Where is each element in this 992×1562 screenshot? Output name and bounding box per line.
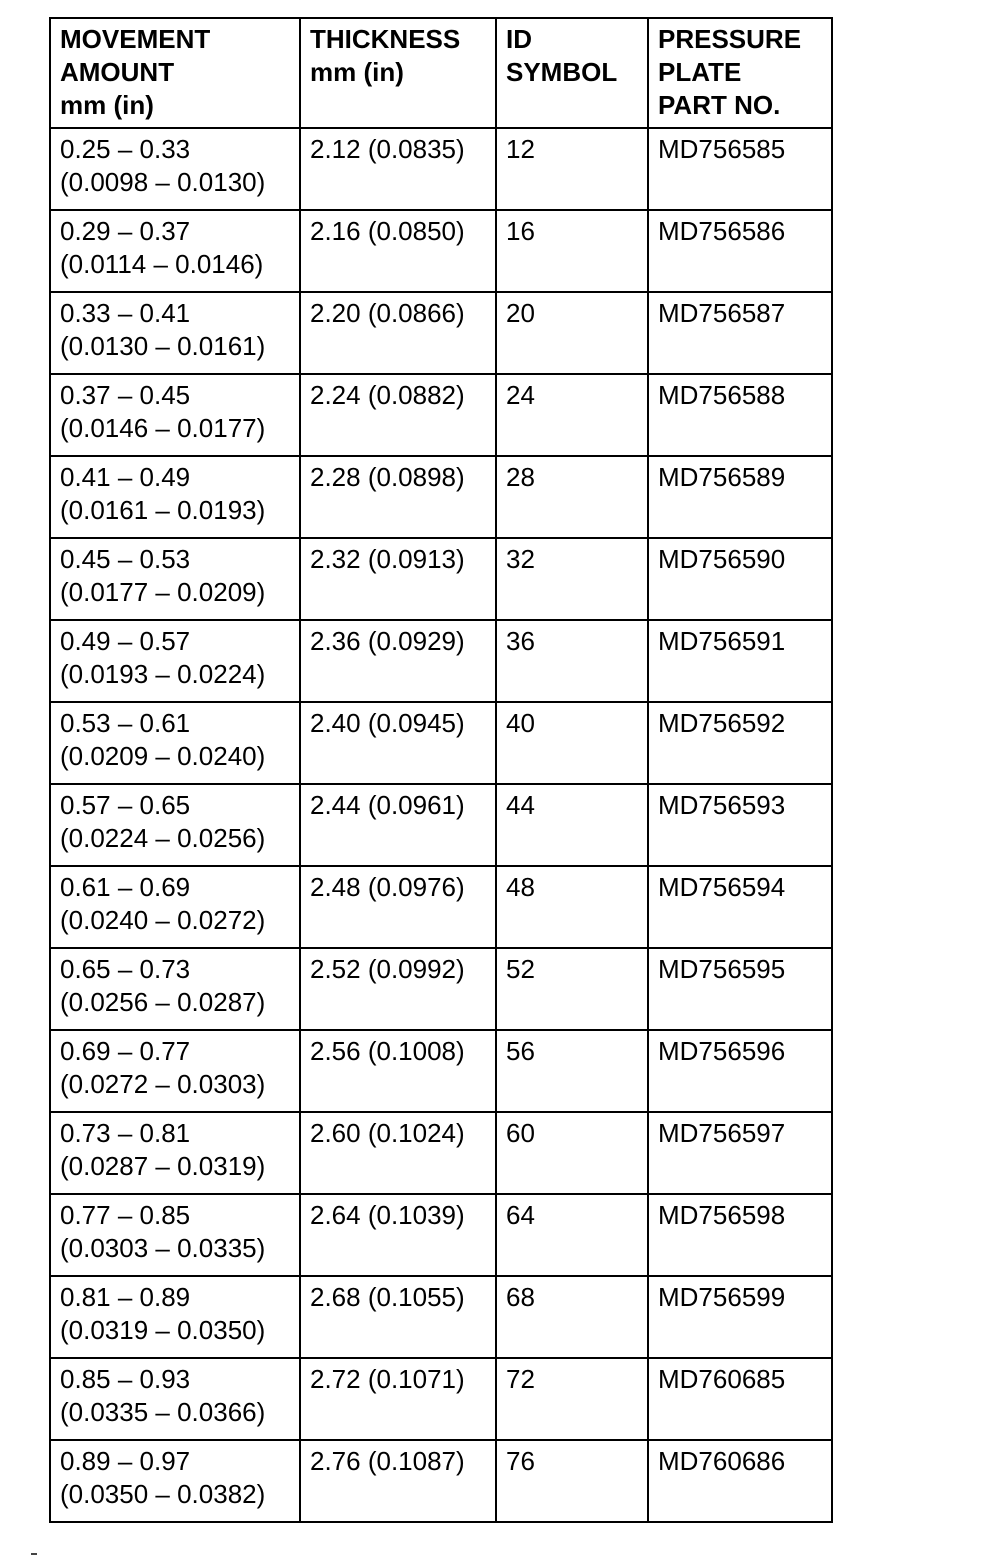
thickness-cell: [300, 374, 496, 456]
movement-amount-cell-text: (0.0256 – 0.0287): [60, 987, 266, 1017]
movement-amount-cell-text: 0.45 – 0.53: [60, 544, 191, 574]
part-number-cell: [648, 1194, 832, 1276]
thickness-cell-text: 2.36 (0.0929): [310, 626, 465, 656]
id-symbol-cell-text: 56: [506, 1036, 535, 1066]
part-number-cell-text: MD756591: [658, 626, 786, 656]
id-symbol-cell: [496, 128, 648, 210]
movement-amount-cell-text: 0.69 – 0.77: [60, 1036, 191, 1066]
movement-amount-cell-text: (0.0303 – 0.0335): [60, 1233, 266, 1263]
part-number-cell-text: MD760685: [658, 1364, 786, 1394]
part-number-cell-text: MD760686: [658, 1446, 786, 1476]
movement-amount-cell: [50, 456, 300, 538]
part-number-cell-text: MD756587: [658, 298, 786, 328]
table-row: [50, 866, 832, 948]
part-number-cell: [648, 1440, 832, 1522]
movement-amount-cell: [50, 538, 300, 620]
id-symbol-cell: [496, 1276, 648, 1358]
header-movement-line: mm (in): [60, 90, 154, 120]
movement-amount-cell: [50, 1276, 300, 1358]
movement-amount-cell-text: (0.0114 – 0.0146): [60, 249, 264, 279]
thickness-cell: [300, 210, 496, 292]
part-number-cell-text: MD756586: [658, 216, 786, 246]
id-symbol-cell: [496, 1194, 648, 1276]
header-movement-line: MOVEMENT: [60, 24, 211, 54]
part-number-cell-text: MD756588: [658, 380, 786, 410]
id-symbol-cell-text: 12: [506, 134, 535, 164]
thickness-cell: [300, 1276, 496, 1358]
id-symbol-cell: [496, 1030, 648, 1112]
part-number-cell-text: MD756590: [658, 544, 786, 574]
id-symbol-cell: [496, 784, 648, 866]
part-number-cell: [648, 620, 832, 702]
part-number-cell: [648, 292, 832, 374]
header-part-line: PRESSURE: [658, 24, 802, 54]
part-number-cell: [648, 538, 832, 620]
id-symbol-cell: [496, 374, 648, 456]
movement-amount-cell-text: (0.0146 – 0.0177): [60, 413, 266, 443]
id-symbol-cell: [496, 210, 648, 292]
thickness-cell-text: 2.24 (0.0882): [310, 380, 465, 410]
part-number-cell-text: MD756593: [658, 790, 786, 820]
id-symbol-cell: [496, 948, 648, 1030]
thickness-cell-text: 2.72 (0.1071): [310, 1364, 465, 1394]
id-symbol-cell: [496, 1358, 648, 1440]
id-symbol-cell: [496, 1112, 648, 1194]
thickness-cell-text: 2.60 (0.1024): [310, 1118, 465, 1148]
movement-amount-cell: [50, 1440, 300, 1522]
table-row: [50, 1030, 832, 1112]
part-number-cell-text: MD756596: [658, 1036, 786, 1066]
movement-amount-cell-text: 0.85 – 0.93: [60, 1364, 191, 1394]
movement-amount-cell-text: 0.65 – 0.73: [60, 954, 191, 984]
part-number-cell-text: MD756594: [658, 872, 786, 902]
header-id-symbol: [496, 18, 648, 128]
movement-amount-cell-text: 0.33 – 0.41: [60, 298, 191, 328]
table-row: [50, 292, 832, 374]
header-thickness-line: mm (in): [310, 57, 404, 87]
thickness-cell: [300, 128, 496, 210]
id-symbol-cell-text: 32: [506, 544, 535, 574]
movement-amount-cell-text: 0.57 – 0.65: [60, 790, 191, 820]
movement-amount-cell-text: (0.0335 – 0.0366): [60, 1397, 266, 1427]
movement-amount-cell-text: (0.0098 – 0.0130): [60, 167, 266, 197]
table-row: [50, 1358, 832, 1440]
part-number-cell: [648, 1276, 832, 1358]
part-number-cell: [648, 784, 832, 866]
movement-amount-cell: [50, 620, 300, 702]
thickness-cell-text: 2.44 (0.0961): [310, 790, 465, 820]
part-number-cell: [648, 1112, 832, 1194]
movement-amount-cell: [50, 948, 300, 1030]
thickness-cell: [300, 1030, 496, 1112]
thickness-cell-text: 2.28 (0.0898): [310, 462, 465, 492]
header-movement-amount: [50, 18, 300, 128]
movement-amount-cell-text: 0.61 – 0.69: [60, 872, 191, 902]
movement-amount-cell-text: (0.0350 – 0.0382): [60, 1479, 266, 1509]
thickness-cell: [300, 948, 496, 1030]
table-row: [50, 128, 832, 210]
id-symbol-cell-text: 40: [506, 708, 535, 738]
id-symbol-cell-text: 36: [506, 626, 535, 656]
part-number-cell-text: MD756598: [658, 1200, 786, 1230]
id-symbol-cell: [496, 620, 648, 702]
movement-amount-cell-text: (0.0224 – 0.0256): [60, 823, 266, 853]
id-symbol-cell-text: 76: [506, 1446, 535, 1476]
part-number-cell-text: MD756599: [658, 1282, 786, 1312]
thickness-cell-text: 2.48 (0.0976): [310, 872, 465, 902]
movement-amount-cell: [50, 1358, 300, 1440]
part-number-cell: [648, 374, 832, 456]
table-row: [50, 1440, 832, 1522]
thickness-cell: [300, 538, 496, 620]
table-row: [50, 374, 832, 456]
movement-amount-cell-text: (0.0130 – 0.0161): [60, 331, 266, 361]
part-number-cell-text: MD756585: [658, 134, 786, 164]
id-symbol-cell-text: 28: [506, 462, 535, 492]
movement-amount-cell-text: 0.37 – 0.45: [60, 380, 191, 410]
thickness-cell-text: 2.20 (0.0866): [310, 298, 465, 328]
thickness-cell: [300, 866, 496, 948]
id-symbol-cell-text: 72: [506, 1364, 535, 1394]
movement-amount-cell: [50, 702, 300, 784]
table-row: [50, 538, 832, 620]
thickness-cell-text: 2.32 (0.0913): [310, 544, 465, 574]
pressure-plate-selection-table: [49, 17, 833, 1523]
table-header: [50, 18, 832, 128]
header-id-line: ID: [506, 24, 532, 54]
thickness-cell: [300, 620, 496, 702]
movement-amount-cell: [50, 1030, 300, 1112]
movement-amount-cell-text: (0.0240 – 0.0272): [60, 905, 266, 935]
movement-amount-cell-text: 0.81 – 0.89: [60, 1282, 191, 1312]
part-number-cell: [648, 702, 832, 784]
movement-amount-cell: [50, 128, 300, 210]
table-row: [50, 702, 832, 784]
movement-amount-cell-text: (0.0177 – 0.0209): [60, 577, 266, 607]
movement-amount-cell: [50, 866, 300, 948]
part-number-cell: [648, 1030, 832, 1112]
part-number-cell: [648, 948, 832, 1030]
id-symbol-cell-text: 20: [506, 298, 535, 328]
movement-amount-cell: [50, 292, 300, 374]
header-thickness-line: THICKNESS: [310, 24, 461, 54]
header-id-line: SYMBOL: [506, 57, 618, 87]
movement-amount-cell: [50, 210, 300, 292]
id-symbol-cell-text: 64: [506, 1200, 535, 1230]
part-number-cell: [648, 456, 832, 538]
id-symbol-cell-text: 68: [506, 1282, 535, 1312]
movement-amount-cell: [50, 1112, 300, 1194]
header-movement-line: AMOUNT: [60, 57, 175, 87]
table-row: [50, 1276, 832, 1358]
movement-amount-cell-text: 0.41 – 0.49: [60, 462, 191, 492]
thickness-cell-text: 2.76 (0.1087): [310, 1446, 465, 1476]
movement-amount-cell-text: (0.0161 – 0.0193): [60, 495, 266, 525]
movement-amount-cell: [50, 1194, 300, 1276]
id-symbol-cell-text: 44: [506, 790, 535, 820]
movement-amount-cell-text: 0.77 – 0.85: [60, 1200, 191, 1230]
table-row: [50, 456, 832, 538]
header-part-line: PLATE: [658, 57, 742, 87]
movement-amount-cell-text: (0.0272 – 0.0303): [60, 1069, 266, 1099]
movement-amount-cell-text: (0.0193 – 0.0224): [60, 659, 266, 689]
id-symbol-cell-text: 60: [506, 1118, 535, 1148]
table-row: [50, 1194, 832, 1276]
thickness-cell: [300, 784, 496, 866]
movement-amount-cell-text: (0.0209 – 0.0240): [60, 741, 266, 771]
part-number-cell-text: MD756597: [658, 1118, 786, 1148]
table-row: [50, 784, 832, 866]
thickness-cell-text: 2.68 (0.1055): [310, 1282, 465, 1312]
thickness-cell: [300, 1440, 496, 1522]
movement-amount-cell-text: 0.29 – 0.37: [60, 216, 191, 246]
movement-amount-cell-text: (0.0287 – 0.0319): [60, 1151, 266, 1181]
part-number-cell-text: MD756592: [658, 708, 786, 738]
thickness-cell: [300, 702, 496, 784]
id-symbol-cell-text: 52: [506, 954, 535, 984]
header-part-line: PART NO.: [658, 90, 781, 120]
part-number-cell-text: MD756589: [658, 462, 786, 492]
thickness-cell: [300, 1194, 496, 1276]
thickness-cell-text: 2.40 (0.0945): [310, 708, 465, 738]
thickness-cell-text: 2.16 (0.0850): [310, 216, 465, 246]
id-symbol-cell: [496, 1440, 648, 1522]
thickness-cell: [300, 292, 496, 374]
thickness-cell: [300, 456, 496, 538]
table-row: [50, 1112, 832, 1194]
movement-amount-cell-text: (0.0319 – 0.0350): [60, 1315, 266, 1345]
movement-amount-cell-text: 0.73 – 0.81: [60, 1118, 191, 1148]
movement-amount-cell: [50, 784, 300, 866]
table-row: [50, 620, 832, 702]
thickness-cell-text: 2.52 (0.0992): [310, 954, 465, 984]
part-number-cell-text: MD756595: [658, 954, 786, 984]
thickness-cell: [300, 1358, 496, 1440]
table-row: [50, 210, 832, 292]
id-symbol-cell: [496, 866, 648, 948]
part-number-cell: [648, 1358, 832, 1440]
movement-amount-cell-text: 0.49 – 0.57: [60, 626, 191, 656]
thickness-cell-text: 2.64 (0.1039): [310, 1200, 465, 1230]
id-symbol-cell-text: 24: [506, 380, 535, 410]
movement-amount-cell-text: 0.53 – 0.61: [60, 708, 191, 738]
stray-mark: [31, 1553, 37, 1555]
id-symbol-cell: [496, 292, 648, 374]
part-number-cell: [648, 128, 832, 210]
movement-amount-cell-text: 0.89 – 0.97: [60, 1446, 191, 1476]
thickness-cell-text: 2.12 (0.0835): [310, 134, 465, 164]
id-symbol-cell-text: 16: [506, 216, 535, 246]
thickness-cell-text: 2.56 (0.1008): [310, 1036, 465, 1066]
movement-amount-cell-text: 0.25 – 0.33: [60, 134, 191, 164]
header-part-number: [648, 18, 832, 128]
table-body: [50, 128, 832, 1522]
id-symbol-cell-text: 48: [506, 872, 535, 902]
id-symbol-cell: [496, 538, 648, 620]
id-symbol-cell: [496, 702, 648, 784]
header-thickness: [300, 18, 496, 128]
id-symbol-cell: [496, 456, 648, 538]
part-number-cell: [648, 210, 832, 292]
table-row: [50, 948, 832, 1030]
movement-amount-cell: [50, 374, 300, 456]
part-number-cell: [648, 866, 832, 948]
header-row: [50, 18, 832, 128]
thickness-cell: [300, 1112, 496, 1194]
